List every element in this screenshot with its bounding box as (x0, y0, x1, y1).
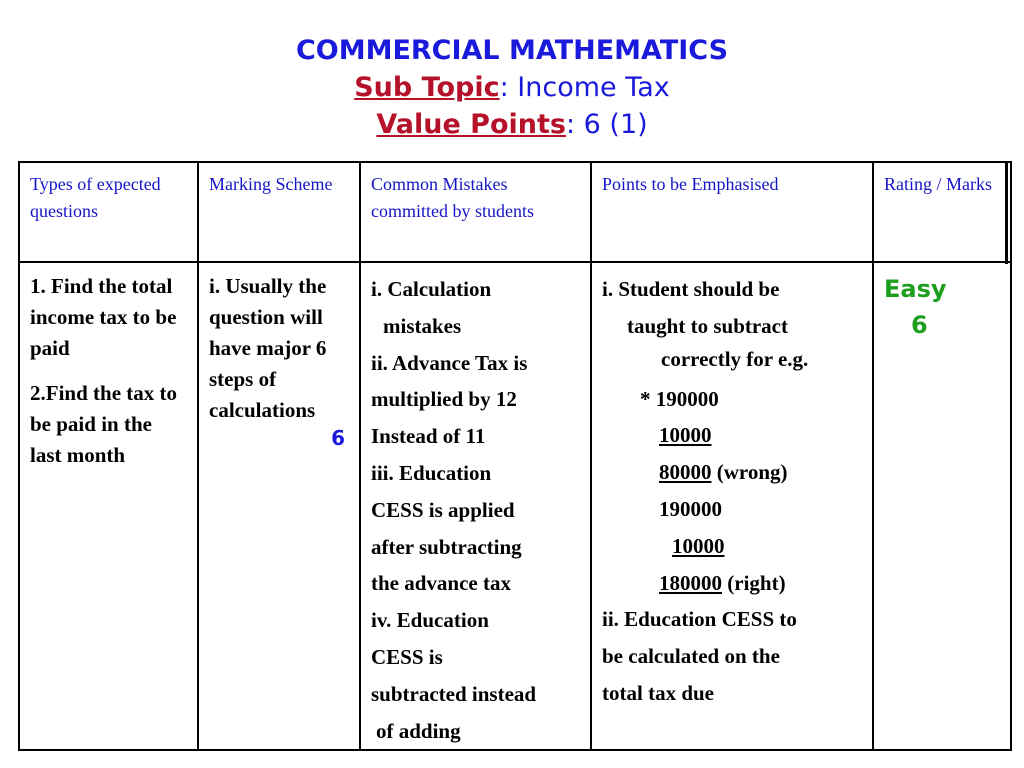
point-line: correctly for e.g. (661, 346, 809, 371)
cell-question-types (19, 262, 198, 750)
sub-topic-label: Sub Topic (354, 72, 500, 103)
mistake-line: CESS is applied (371, 497, 515, 522)
header-row (19, 162, 1011, 262)
table-edge-shadow (1005, 161, 1008, 264)
cell-common-mistakes (360, 262, 591, 750)
mistake-line: of adding (376, 718, 461, 743)
point-line: * 190000 (640, 386, 719, 411)
mistake-line: subtracted instead (371, 681, 537, 706)
point-line: i. Student should be (602, 277, 780, 301)
value-points-value: : 6 (1) (565, 109, 648, 140)
rating-marks-line (884, 307, 1000, 343)
mistake-line: iv. Education (371, 608, 489, 633)
marking-table (18, 161, 1012, 751)
mistake-line: the advance tax (371, 571, 511, 596)
sub-topic-value: : Income Tax (499, 72, 670, 103)
cell-points-emphasised (591, 262, 873, 750)
point-line (602, 454, 862, 491)
cell-rating (873, 262, 1011, 750)
point-line: ii. Education CESS to (602, 607, 797, 632)
mistake-line: mistakes (383, 313, 462, 338)
header-marking-scheme: Marking Scheme (198, 162, 360, 262)
number-underlined: 10000 (659, 423, 712, 448)
mistake-line: ii. Advance Tax is (371, 350, 528, 375)
mistake-line: multiplied by 12 (371, 387, 517, 412)
rating-text: Easy (884, 275, 947, 303)
page-title: COMMERCIAL MATHEMATICS (295, 35, 729, 66)
mistake-line: after subtracting (371, 534, 522, 559)
mistake-line: i. Calculation (371, 277, 492, 301)
slide-title (0, 32, 1024, 143)
header-types: Types of expected questions (19, 162, 198, 262)
point-line: 190000 (659, 496, 722, 521)
mistake-line: CESS is (371, 644, 443, 669)
point-line: be calculated on the (602, 644, 780, 669)
mistake-line: iii. Education (371, 460, 492, 485)
number-underlined: 80000 (659, 460, 712, 485)
question-1: 1. Find the total income tax to be paid (30, 274, 177, 360)
question-2: 2.Find the tax to be paid in the last month (30, 381, 177, 467)
value-points-line (0, 106, 1024, 143)
point-line (602, 565, 862, 602)
point-line (602, 528, 862, 565)
point-line: total tax due (602, 680, 714, 705)
marking-scheme-mark: 6 (331, 426, 345, 450)
wrong-note: (wrong) (711, 460, 788, 485)
value-points-label: Value Points (376, 109, 566, 140)
header-rating: Rating / Marks (873, 162, 1011, 262)
cell-marking-scheme (198, 262, 360, 750)
header-common-mistakes: Common Mistakes committed by students (360, 162, 591, 262)
rating-marks: 6 (911, 311, 928, 339)
number-underlined: 10000 (672, 533, 725, 558)
mistake-line: Instead of 11 (371, 424, 486, 449)
point-line (602, 417, 862, 454)
point-line: taught to subtract (627, 313, 788, 338)
number-underlined: 180000 (659, 570, 722, 595)
right-note: (right) (722, 570, 786, 595)
table-row (19, 262, 1011, 750)
marking-scheme-text: i. Usually the question will have major 6 steps of calculations (209, 274, 327, 422)
sub-topic-line (0, 69, 1024, 106)
header-points-emphasised: Points to be Emphasised (591, 162, 873, 262)
